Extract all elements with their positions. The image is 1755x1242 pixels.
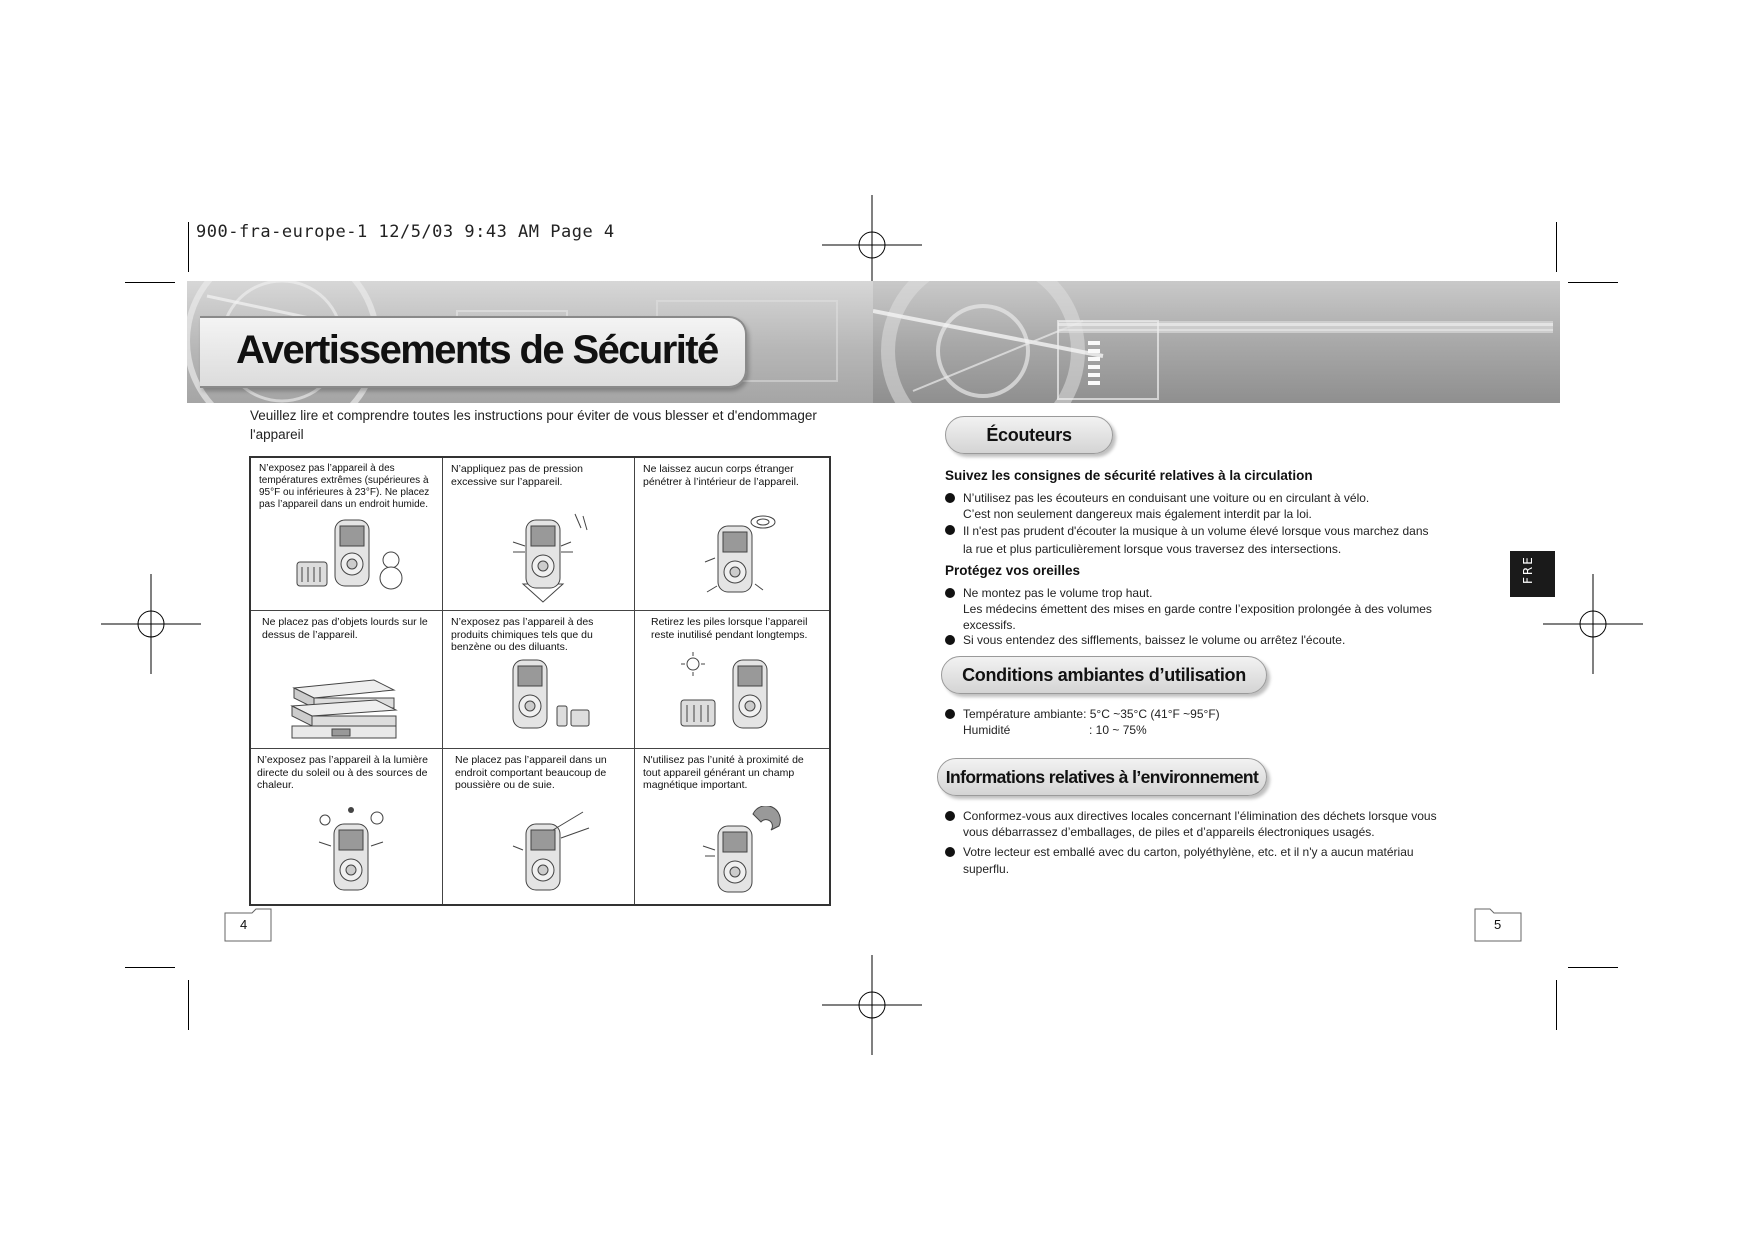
warning-text: N’exposez pas l’appareil à des températures extrêmes (supérieures à 95°F ou inférieures à 23°F). Ne placez pas l’appareil dans un endroit humide.	[259, 463, 430, 510]
warning-text: N’exposez pas l’appareil à des produits chimiques tels que du benzène ou des diluants.	[451, 616, 594, 653]
warning-cell	[635, 749, 829, 904]
intro-text	[250, 406, 830, 444]
registration-mark	[822, 955, 922, 1055]
warning-cell	[635, 458, 829, 611]
crop-mark	[1568, 282, 1618, 283]
player-batteries-illustration	[675, 650, 795, 742]
section-heading-conditions: Conditions ambiantes d’utilisation	[941, 656, 1267, 694]
bullet-dot	[945, 811, 955, 821]
bullet-item: N’utilisez pas les écouteurs en conduisant une voiture ou en circulant à vélo. C’est non seulement dangereux mais également interdit par la loi.	[945, 490, 1465, 522]
language-tab: FRE	[1510, 551, 1555, 597]
warning-text: Ne laissez aucun corps étranger pénétrer à l’intérieur de l’appareil.	[643, 463, 799, 488]
player-chemicals-illustration	[483, 650, 603, 742]
warning-text: N'utilisez pas l’unité à proximité de tout appareil générant un champ magnétique important.	[643, 754, 804, 791]
section-heading-ecouteurs: Écouteurs	[945, 416, 1113, 454]
page-number-left: 4	[224, 908, 272, 942]
crop-mark	[188, 980, 189, 1030]
crop-mark	[1568, 967, 1618, 968]
warning-text: Ne placez pas d’objets lourds sur le dessus de l’appareil.	[262, 616, 428, 641]
intro-line-2: l'appareil	[250, 427, 304, 442]
crop-mark	[1556, 222, 1557, 272]
bullet-dot	[945, 525, 955, 535]
warnings-grid	[249, 456, 831, 906]
warning-cell	[443, 458, 635, 611]
warning-cell	[443, 611, 635, 749]
subhead-ears: Protégez vos oreilles	[945, 563, 1081, 578]
bullet-dot	[945, 588, 955, 598]
page-number-right: 5	[1474, 908, 1522, 942]
player-magnet-illustration	[675, 806, 795, 898]
crop-mark	[188, 222, 189, 272]
page-title: Avertissements de Sécurité	[236, 328, 718, 372]
print-slug: 900-fra-europe-1 12/5/03 9:43 AM Page 4	[196, 222, 615, 242]
registration-mark	[1543, 574, 1643, 674]
bullet-dot	[945, 635, 955, 645]
bullet-dot	[945, 493, 955, 503]
bullet-item: Ne montez pas le volume trop haut. Les médecins émettent des mises en garde contre l’exposition prolongée à des volumes excessifs.	[945, 585, 1465, 633]
bullet-item: Il n'est pas prudent d'écouter la musique à un volume élevé lorsque vous marchez dans la rue et plus particulièrement lorsque vous traversez des intersections.	[945, 522, 1465, 558]
intro-line-1: Veuillez lire et comprendre toutes les instructions pour éviter de vous blesser et d'endommager	[250, 408, 817, 423]
bullet-item: Conformez-vous aux directives locales concernant l’élimination des déchets lorsque vous vous débarrassez d’emballages, de piles et d’appareils électroniques usagés.	[945, 808, 1465, 840]
heavy-objects-on-device-illustration	[279, 650, 409, 742]
bullet-dot	[945, 709, 955, 719]
crop-mark	[1556, 980, 1557, 1030]
registration-mark	[822, 195, 922, 295]
player-heater-snowman-illustration	[291, 512, 411, 604]
bullet-item: Température ambiante: 5°C ~35°C (41°F ~95°F)	[945, 706, 1465, 722]
warning-text: N’exposez pas l’appareil à la lumière directe du soleil ou à des sources de chaleur.	[257, 754, 429, 791]
player-foreign-object-illustration	[675, 512, 795, 604]
warning-cell	[443, 749, 635, 904]
warning-cell	[635, 611, 829, 749]
player-dust-illustration	[483, 806, 603, 898]
warning-text: Retirez les piles lorsque l’appareil reste inutilisé pendant longtemps.	[651, 616, 808, 641]
bullet-item: Votre lecteur est emballé avec du carton, polyéthylène, etc. et il n'y a aucun matériau superflu.	[945, 844, 1465, 878]
crop-mark	[125, 282, 175, 283]
crop-mark	[125, 967, 175, 968]
warning-cell	[251, 749, 443, 904]
bullet-dot	[945, 847, 955, 857]
bullet-item: Si vous entendez des sifflements, baissez le volume ou arrêtez l'écoute.	[945, 632, 1465, 648]
player-pressure-illustration	[483, 512, 603, 604]
warning-text: Ne placez pas l’appareil dans un endroit comportant beaucoup de poussière ou de suie.	[455, 754, 607, 791]
warning-cell	[251, 458, 443, 611]
player-sunlight-illustration	[291, 806, 411, 898]
registration-mark	[101, 574, 201, 674]
warning-cell	[251, 611, 443, 749]
warning-text: N’appliquez pas de pression excessive sur l’appareil.	[451, 463, 583, 488]
header-banner-right	[873, 281, 1560, 403]
subhead-traffic: Suivez les consignes de sécurité relatives à la circulation	[945, 468, 1313, 483]
section-heading-environment: Informations relatives à l’environnement	[937, 758, 1267, 796]
